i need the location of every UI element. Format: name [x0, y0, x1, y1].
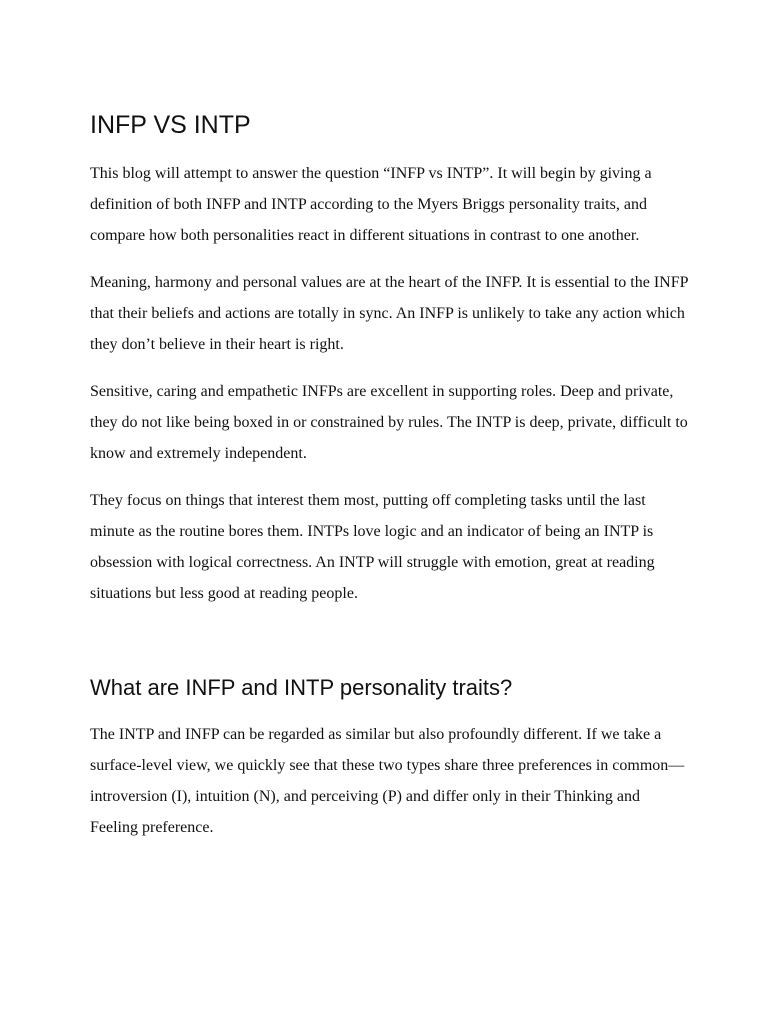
paragraph-intp-focus: They focus on things that interest them most, putting off completing tasks until the last minute as the routine bores them. INTPs love logic and an indicator of being an INTP is obsession with logical correctness. An INTP will struggle with emotion, great at reading situations but less good at reading people.: [90, 492, 655, 602]
page-title: INFP VS INTP: [90, 111, 251, 139]
paragraph-traits: The INTP and INFP can be regarded as similar but also profoundly different. If we take a surface-level view, we quickly see that these two types share three preferences in common—introversion (I), intuition (N), and perceiving (P) and differ only in their Thinking and Feeling preference.: [90, 726, 685, 836]
paragraph-infp-roles: Sensitive, caring and empathetic INFPs are excellent in supporting roles. Deep and private, they do not like being boxed in or constrained by rules. The INTP is deep, private, difficult to know and extremely independent.: [90, 383, 688, 462]
document-body: [90, 108, 690, 859]
section-heading: What are INFP and INTP personality traits?: [90, 675, 513, 700]
section-spacer: [90, 625, 690, 673]
paragraph-infp-values: Meaning, harmony and personal values are at the heart of the INFP. It is essential to the INFP that their beliefs and actions are totally in sync. An INFP is unlikely to take any action which they don’t believe in their heart is right.: [90, 274, 688, 353]
paragraph-intro: This blog will attempt to answer the question “INFP vs INTP”. It will begin by giving a definition of both INFP and INTP according to the Myers Briggs personality traits, and compare how both personalities react in different situations in contrast to one another.: [90, 165, 652, 244]
